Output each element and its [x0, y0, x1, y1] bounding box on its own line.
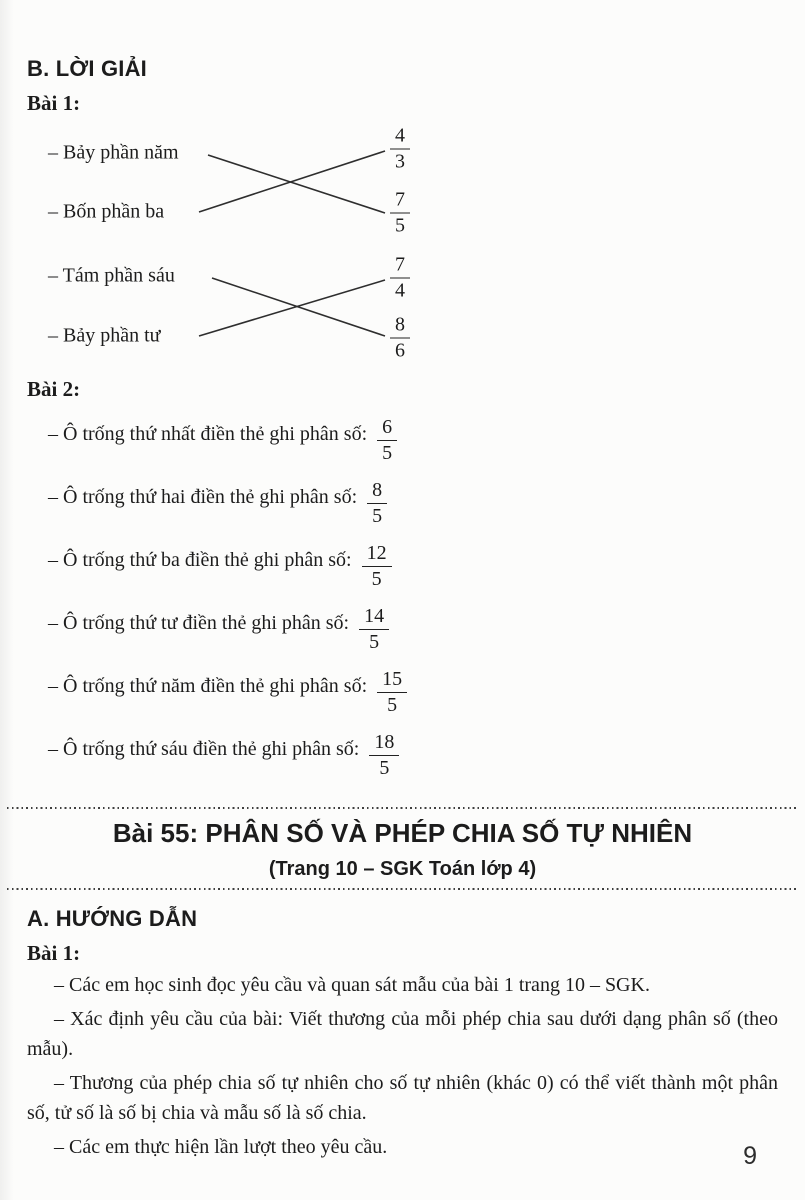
exercise2-list — [27, 403, 778, 781]
connection-line — [208, 155, 385, 213]
matching-fraction — [379, 125, 421, 174]
guidance-paragraph: – Các em thực hiện lần lượt theo yêu cầu. — [54, 1136, 388, 1158]
answer-fraction — [377, 668, 407, 717]
fraction-denominator: 5 — [379, 757, 390, 779]
matching-exercise — [27, 118, 778, 368]
list-item-text: – Ô trống thứ hai điền thẻ ghi phân số: — [48, 486, 358, 508]
page-number: 9 — [743, 1142, 757, 1170]
list-item-text: – Ô trống thứ năm điền thẻ ghi phân số: — [48, 675, 368, 697]
fraction-denominator: 5 — [395, 214, 405, 237]
list-item — [27, 529, 778, 592]
connection-line — [199, 280, 385, 336]
guidance-paragraph: – Xác định yêu cầu của bài: Viết thương của mỗi phép chia sau dưới dạng phân số (theo mẫu). — [27, 1008, 778, 1060]
matching-left-item: – Bảy phần tư — [48, 324, 161, 347]
matching-left-item: – Tám phần sáu — [48, 264, 175, 287]
matching-left-item: – Bốn phần ba — [48, 200, 165, 223]
list-item-text: – Ô trống thứ sáu điền thẻ ghi phân số: — [48, 738, 360, 760]
list-item — [27, 403, 778, 466]
answer-fraction — [359, 605, 389, 654]
fraction-denominator: 5 — [382, 442, 393, 464]
fraction-denominator: 4 — [395, 279, 405, 302]
guidance-paragraph: – Các em học sinh đọc yêu cầu và quan sát mẫu của bài 1 trang 10 – SGK. — [54, 974, 650, 996]
answer-fraction — [377, 416, 397, 465]
fraction-numerator: 7 — [390, 254, 410, 279]
solutions-exercise2-label: Bài 2: — [27, 377, 81, 401]
lesson-title: Bài 55: PHÂN SỐ VÀ PHÉP CHIA SỐ TỰ NHIÊN — [112, 818, 693, 848]
solutions-exercise1-label: Bài 1: — [27, 91, 81, 115]
connection-line — [212, 278, 385, 336]
fraction-numerator: 15 — [377, 668, 407, 693]
guidance-heading: A. HƯỚNG DẪN — [27, 906, 198, 931]
list-item-text: – Ô trống thứ nhất điền thẻ ghi phân số: — [48, 423, 368, 445]
dashed-divider — [7, 807, 797, 809]
fraction-numerator: 8 — [390, 314, 410, 339]
fraction-numerator: 4 — [390, 125, 410, 150]
list-item — [27, 466, 778, 529]
list-item — [27, 592, 778, 655]
dashed-divider — [7, 888, 797, 890]
fraction-denominator: 5 — [369, 631, 380, 653]
list-item — [27, 655, 778, 718]
fraction-numerator: 8 — [367, 479, 387, 504]
answer-fraction — [367, 479, 387, 528]
matching-left-item: – Bảy phần năm — [48, 141, 179, 164]
answer-fraction — [369, 731, 399, 780]
fraction-denominator: 5 — [371, 568, 382, 590]
fraction-numerator: 7 — [390, 189, 410, 214]
guidance-paragraph: – Thương của phép chia số tự nhiên cho số tự nhiên (khác 0) có thể viết thành một phân số, tử số là số bị chia và mẫu số là số chia. — [27, 1072, 778, 1124]
fraction-numerator: 14 — [359, 605, 389, 630]
list-item — [27, 718, 778, 781]
answer-fraction — [362, 542, 392, 591]
lesson-subtitle: (Trang 10 – SGK Toán lớp 4) — [268, 858, 537, 880]
list-item-text: – Ô trống thứ tư điền thẻ ghi phân số: — [48, 612, 350, 634]
fraction-denominator: 3 — [395, 150, 405, 173]
matching-fraction — [379, 254, 421, 303]
matching-fraction — [379, 189, 421, 238]
fraction-numerator: 12 — [362, 542, 392, 567]
list-item-text: – Ô trống thứ ba điền thẻ ghi phân số: — [48, 549, 352, 571]
guidance-exercise1-label: Bài 1: — [27, 941, 81, 965]
solutions-heading: B. LỜI GIẢI — [27, 56, 147, 81]
fraction-denominator: 5 — [372, 505, 383, 527]
fraction-numerator: 6 — [377, 416, 397, 441]
fraction-numerator: 18 — [369, 731, 399, 756]
matching-fraction — [379, 314, 421, 363]
fraction-denominator: 6 — [395, 339, 405, 362]
fraction-denominator: 5 — [387, 694, 398, 716]
connection-line — [199, 151, 385, 212]
